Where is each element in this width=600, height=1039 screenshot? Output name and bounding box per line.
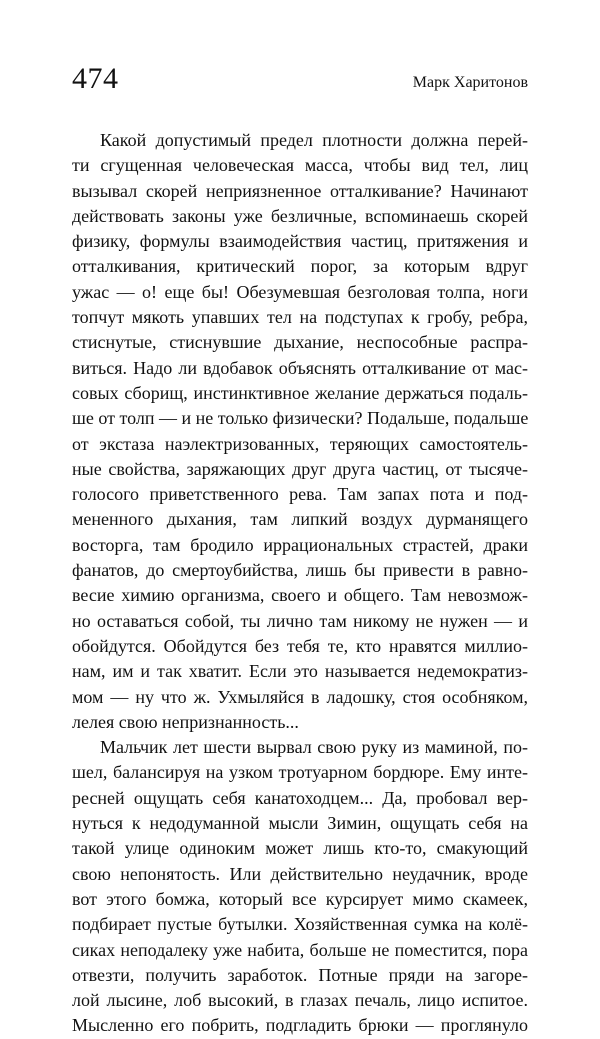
text-line: но оставаться собой, ты лично там никому не нужен — и <box>72 610 528 631</box>
text-line: Какой допустимый предел плотности должна перей- <box>100 130 528 150</box>
text-line: ные свойства, заряжающих друг друга частиц, от тысяче- <box>72 458 528 479</box>
text-line: ужас — о! еще бы! Обезумевшая безголовая толпа, ноги <box>72 281 528 302</box>
text-line: совых сборищ, инстинктивное желание держаться подаль- <box>72 382 528 403</box>
text-line: свою непонятость. Или действительно неудачник, вроде <box>72 863 528 884</box>
text-line: мененного дыхания, там липкий воздух дурманящего <box>72 509 528 530</box>
text-line: виться. Надо ли вдобавок объяснять отталкивание от мас- <box>72 357 528 378</box>
text-line: действовать законы уже безличные, вспоминаешь скорей <box>72 205 528 226</box>
text-line: ти сгущенная человеческая масса, чтобы вид тел, лиц <box>72 155 528 176</box>
text-line: весие химию организма, своего и общего. Там невозмож- <box>72 585 528 606</box>
running-head-author: Марк Харитонов <box>412 74 528 91</box>
text-line: восторга, там бродило иррациональных страстей, драки <box>72 534 528 555</box>
text-line: сиках неподалеку уже набита, больше не поместится, пора <box>72 939 528 960</box>
page-number: 474 <box>72 62 119 95</box>
text-line: топчут мякоть упавших тел на подступах к гробу, ребра, <box>72 307 528 328</box>
text-line: от экстаза наэлектризованных, теряющих самостоятель- <box>72 433 528 454</box>
text-line: обойдутся. Обойдутся без тебя те, кто нравятся миллио- <box>72 635 528 656</box>
text-line: шел, балансируя на узком тротуарном бордюре. Ему инте- <box>72 762 528 783</box>
text-line: отвезти, получить заработок. Потные пряди на загоре- <box>72 964 528 985</box>
text-line: подбирает пустые бутылки. Хозяйственная сумка на колё- <box>72 914 528 935</box>
text-line: лелея свою непризнанность... <box>72 711 299 732</box>
text-line: ше от толп — и не только физически? Подальше, подальше <box>72 408 529 429</box>
text-line: нуться к недодуманной мысли Зимин, ощущать себя на <box>72 813 528 834</box>
text-line: стиснутые, стиснувшие дыхание, неспособные распра- <box>72 332 528 353</box>
text-line: физику, формулы взаимодействия частиц, притяжения и <box>72 231 528 252</box>
text-line: нам, им и так хватит. Если это называется недемократиз- <box>72 661 528 682</box>
text-line: Мальчик лет шести вырвал свою руку из маминой, по- <box>100 737 528 758</box>
text-line: такой улице одиноким может лишь кто-то, смакующий <box>72 838 528 859</box>
text-line: вызывал скорей неприязненное отталкивание? Начинают <box>72 180 528 201</box>
text-line: Мысленно его побрить, подгладить брюки — проглянуло <box>72 1015 528 1036</box>
text-line: ресней ощущать себя канатоходцем... Да, пробовал вер- <box>72 787 528 808</box>
text-line: мом — ну что ж. Ухмыляйся в ладошку, стоя особняком, <box>72 686 528 707</box>
text-line: голосого приветственного рева. Там запах пота и под- <box>72 484 528 505</box>
text-line: фанатов, до смертоубийства, лишь бы привести в равно- <box>72 560 528 581</box>
text-line: лой лысине, лоб высокий, в глазах печаль, лицо испитое. <box>72 990 528 1011</box>
text-line: отталкивания, критический порог, за которым вдруг <box>72 256 528 277</box>
body-text <box>72 128 528 1039</box>
text-line: вот этого бомжа, который все курсирует мимо скамеек, <box>72 888 528 909</box>
